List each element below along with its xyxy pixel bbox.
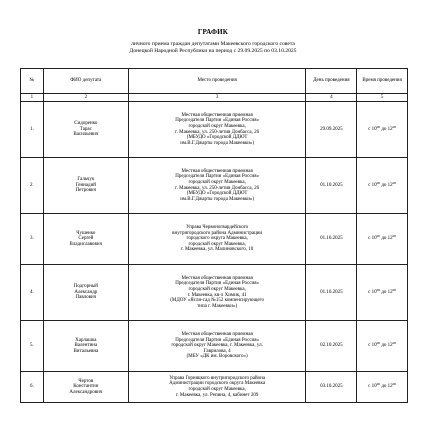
header-date: День проведения	[306, 69, 357, 94]
column-index-cell: 5	[357, 94, 408, 102]
date-cell: 01.10.2025	[306, 265, 357, 321]
time-to-word: до	[381, 126, 387, 132]
time-to-word: до	[381, 289, 387, 295]
time-cell	[357, 102, 408, 158]
venue-line: внутригородского района Администрации	[172, 230, 263, 236]
time-to-hour: 12	[387, 182, 393, 188]
deputy-name-line: Сидоренко	[74, 121, 98, 127]
header-place: Место проведения	[128, 69, 306, 94]
table-row	[21, 214, 408, 265]
column-index-cell: 3	[128, 94, 306, 102]
time-from-minutes: 00	[376, 341, 381, 346]
venue-line: г. Макеевка, ул. Малиновского, 10	[180, 247, 254, 253]
venue-line: г. Макеевка, ул. Репина, 4, кабинет 209	[175, 392, 259, 398]
deputy-name-line: Васильевич	[73, 132, 99, 138]
deputy-name-cell	[43, 265, 128, 321]
date-cell: 29.09.2025	[306, 102, 357, 158]
time-to-minutes: 00	[392, 341, 397, 346]
venue-line: городской округ Макеевка,	[188, 123, 246, 129]
row-number-cell: 4.	[21, 265, 44, 321]
time-cell	[357, 321, 408, 372]
venue-line: Председателя Партии «Единая Россия»	[175, 281, 260, 287]
venue-line: им.В.Г.Джарты города Макеевки»)	[180, 140, 255, 146]
row-number-cell: 6.	[21, 372, 44, 403]
venue-line: г. Макеевка, кв-л Химик, 41	[187, 292, 247, 298]
venue-line: Управа Червоногвардейского	[186, 225, 249, 231]
row-number-cell: 3.	[21, 214, 44, 265]
venue-line: городской округ Макеевка, г. Макеевка, ул.	[171, 343, 263, 349]
time-from-hour: 10	[371, 182, 377, 188]
time-from-word: с	[368, 343, 371, 349]
venue-line: (МБУДО «Городской ДДЮТ	[186, 191, 248, 197]
venue-line: (МБУ «ДК им. Воровского»)	[186, 354, 248, 360]
time-from-hour: 10	[371, 343, 377, 349]
venue-line: Местная общественная приемная	[181, 168, 253, 174]
time-to-minutes: 00	[392, 287, 397, 292]
column-index-cell: 1	[21, 94, 44, 102]
venue-line: Председателя Партии «Единая Россия»	[175, 174, 260, 180]
venue-line: г. Макеевка, ул. 250-летия Донбасса, 26	[175, 129, 260, 135]
venue-line: Местная общественная приемная	[181, 332, 253, 338]
deputy-name-line: Геннадий	[75, 182, 96, 188]
venue-line: им.В.Г.Джарты города Макеевки»)	[180, 196, 255, 202]
time-to-hour: 12	[387, 126, 393, 132]
time-from-minutes: 00	[376, 180, 381, 185]
time-to-minutes: 00	[392, 180, 397, 185]
deputy-name-line: Подгорный	[73, 284, 98, 290]
row-number-cell: 2.	[21, 158, 44, 214]
date-cell: 02.10.2025	[306, 321, 357, 372]
deputy-name-line: Харлашка	[75, 337, 97, 343]
deputy-name-line: Павлович	[75, 295, 97, 301]
time-from-minutes: 00	[376, 382, 381, 387]
venue-line: городского округа Макеевка,	[186, 236, 248, 242]
time-from-hour: 10	[371, 236, 377, 242]
schedule-table	[20, 68, 408, 403]
document-subtitle-line1: личного приема граждан депутатами Макеевского городского совета	[131, 41, 295, 47]
venue-line: городской округ Макеевка,	[188, 286, 246, 292]
deputy-name-line: Владиславович	[69, 241, 103, 247]
table-row	[21, 265, 408, 321]
time-from-hour: 10	[371, 384, 377, 390]
row-number-cell: 5.	[21, 321, 44, 372]
venue-line: городской округ Макеевка,	[188, 387, 246, 392]
venue-line: Управа Горняцкого внутригородского района	[169, 375, 266, 381]
table-row	[21, 321, 408, 372]
deputy-name-line: Александрович	[69, 389, 103, 395]
time-to-hour: 12	[387, 384, 393, 390]
deputy-name-cell	[43, 372, 128, 403]
time-to-minutes: 00	[392, 382, 397, 387]
venue-line: Гаврилова, 4	[203, 348, 231, 354]
time-to-minutes: 00	[392, 234, 397, 239]
venue-line: Председателя Партии «Единая Россия»	[175, 337, 260, 343]
deputy-name-line: Сергей	[78, 236, 94, 242]
deputy-name-line: Константин	[73, 384, 99, 390]
header-fio: ФИО депутата	[43, 69, 128, 94]
date-cell: 01.10.2025	[306, 158, 357, 214]
deputy-name-cell	[43, 158, 128, 214]
time-from-hour: 10	[371, 289, 377, 295]
deputy-name-line: Витальевна	[73, 348, 99, 354]
venue-line: г. Макеевка, ул. 250-летия Донбасса, 26	[175, 185, 260, 191]
venue-line: Председателя Партии «Единая Россия»	[175, 118, 260, 124]
time-to-word: до	[381, 343, 387, 349]
column-index-row	[21, 94, 408, 102]
venue-cell	[128, 214, 306, 265]
venue-line: (МБУДО «Городской ДДЮТ	[186, 135, 248, 141]
time-to-word: до	[381, 182, 387, 188]
time-from-minutes: 00	[376, 287, 381, 292]
time-from-word: с	[368, 236, 371, 242]
venue-cell	[128, 158, 306, 214]
venue-cell	[128, 265, 306, 321]
deputy-name-cell	[43, 214, 128, 265]
header-num: №	[21, 69, 44, 94]
deputy-name-line: Тарас	[79, 126, 92, 132]
deputy-name-line: Гальчук	[77, 177, 95, 183]
deputy-name-cell	[43, 321, 128, 372]
time-from-word: с	[368, 182, 371, 188]
deputy-name-line: Петрович	[75, 188, 97, 194]
venue-line: Местная общественная приемная	[181, 275, 253, 281]
venue-line: типа г. Макеевки»)	[197, 303, 238, 309]
time-from-word: с	[368, 384, 371, 390]
column-index-cell: 2	[43, 94, 128, 102]
header-time: Время проведения	[357, 69, 408, 94]
deputy-name-line: Валентина	[74, 343, 98, 349]
time-to-hour: 12	[387, 236, 393, 242]
table-header-row	[21, 69, 408, 94]
time-cell	[357, 158, 408, 214]
venue-cell	[128, 102, 306, 158]
time-from-minutes: 00	[376, 234, 381, 239]
venue-line: Местная общественная приемная	[181, 112, 253, 118]
date-cell: 01.10.2025	[306, 214, 357, 265]
time-to-word: до	[381, 384, 387, 390]
document-subtitle-line2: Донецкой Народной Республики на период с 29.09.2025 по 03.10.2025	[129, 48, 297, 54]
time-to-minutes: 00	[392, 124, 397, 129]
table-row	[21, 102, 408, 158]
time-to-word: до	[381, 236, 387, 242]
venue-line: Администрации городского округа Макеевка	[169, 381, 266, 387]
time-cell	[357, 214, 408, 265]
venue-line: городской округ Макеевка,	[188, 241, 246, 247]
time-from-word: с	[368, 126, 371, 132]
deputy-name-line: Чушенко	[76, 230, 96, 236]
time-from-hour: 10	[371, 126, 377, 132]
time-to-hour: 12	[387, 289, 393, 295]
venue-cell	[128, 372, 306, 403]
table-row	[21, 158, 408, 214]
venue-cell	[128, 321, 306, 372]
deputy-name-line: Чертов	[78, 378, 94, 384]
venue-line: городской округ Макеевка,	[188, 179, 246, 185]
deputy-name-cell	[43, 102, 128, 158]
time-to-hour: 12	[387, 343, 393, 349]
venue-line: (МДОУ «Ясли-сад №152 компенсирующего	[170, 298, 264, 304]
document-title: ГРАФИК	[197, 28, 229, 36]
time-cell	[357, 372, 408, 403]
row-number-cell: 1.	[21, 102, 44, 158]
date-cell: 03.10.2025	[306, 372, 357, 403]
time-from-word: с	[368, 289, 371, 295]
time-cell	[357, 265, 408, 321]
time-from-minutes: 00	[376, 124, 381, 129]
deputy-name-line: Александр	[74, 289, 98, 295]
table-row	[21, 372, 408, 403]
column-index-cell: 4	[306, 94, 357, 102]
